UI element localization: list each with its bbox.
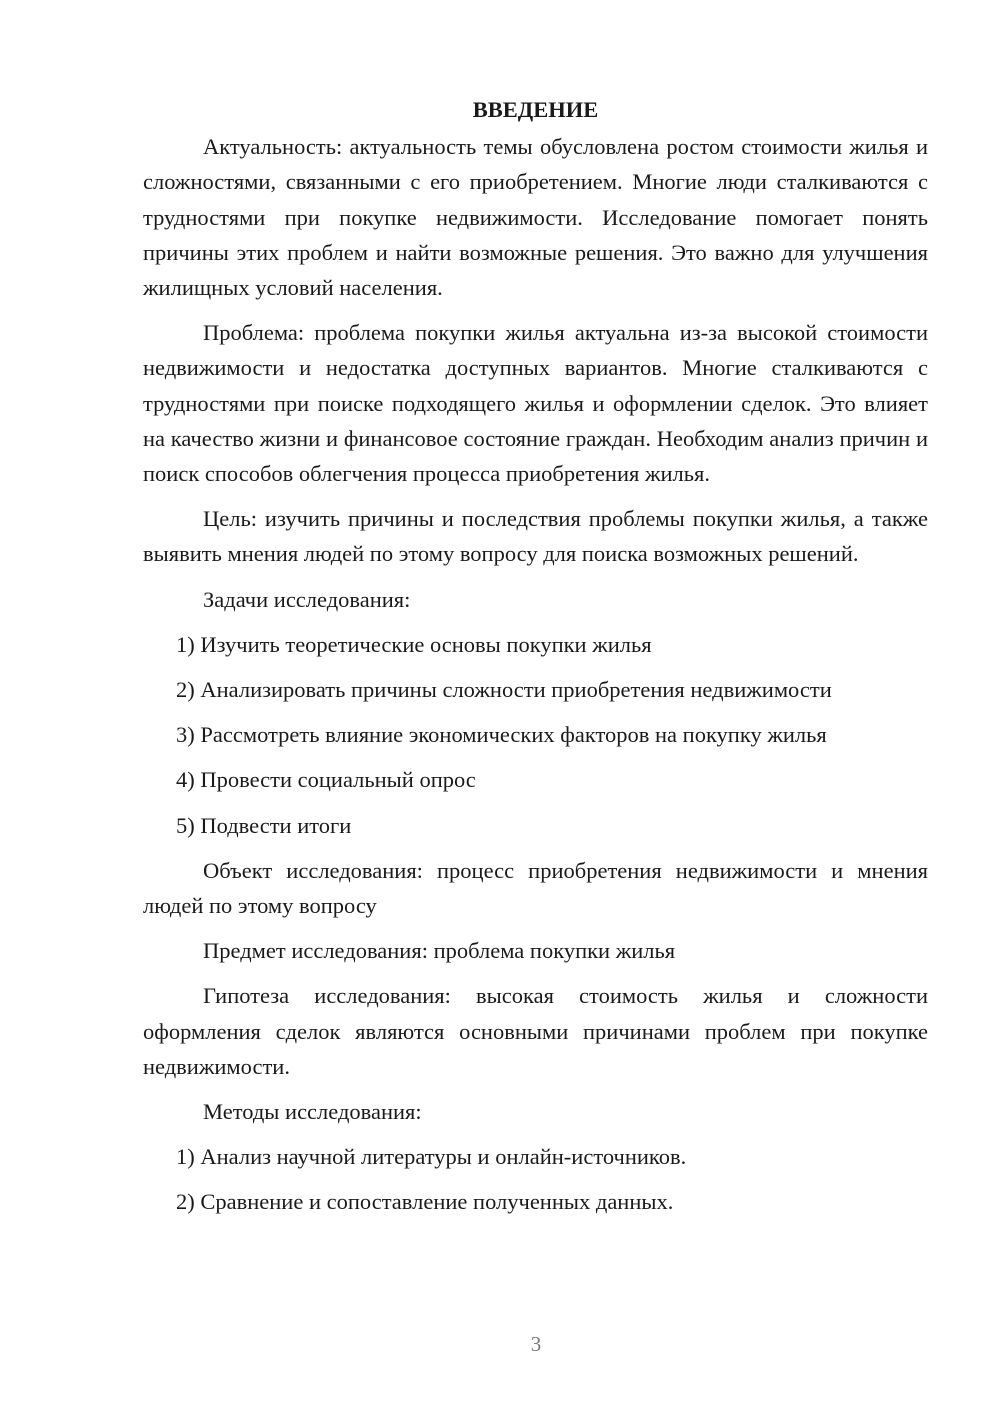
- page-number: 3: [530, 1332, 542, 1356]
- paragraph-hypothesis: Гипотеза исследования: высокая стоимость жилья и сложности оформления сделок являются основными причинами проблем при покупке недвижимости.: [143, 983, 928, 1079]
- method-item-2: 2) Сравнение и сопоставление полученных данных.: [176, 1189, 674, 1215]
- section-title: ВВЕДЕНИЕ: [472, 97, 599, 122]
- task-item-3: 3) Рассмотреть влияние экономических факторов на покупку жилья: [176, 722, 827, 748]
- page-content: [143, 92, 928, 1230]
- tasks-heading: Задачи исследования:: [203, 586, 411, 612]
- methods-heading: Методы исследования:: [203, 1099, 422, 1125]
- paragraph-subject: Предмет исследования: проблема покупки жилья: [203, 938, 676, 964]
- method-item-1: 1) Анализ научной литературы и онлайн-источников.: [176, 1144, 687, 1170]
- task-item-2: 2) Анализировать причины сложности приобретения недвижимости: [176, 677, 832, 703]
- paragraph-relevance: Актуальность: актуальность темы обусловлена ростом стоимости жилья и сложностями, связанными с его приобретением. Многие люди сталкиваются с трудностями при покупке недвижимости. Исследование помогает понять причины этих проблем и найти возможные решения. Это важно для улучшения жилищных условий населения.: [143, 134, 928, 301]
- paragraph-goal: Цель: изучить причины и последствия проблемы покупки жилья, а также выявить мнения людей по этому вопросу для поиска возможных решений.: [143, 506, 928, 567]
- task-item-4: 4) Провести социальный опрос: [176, 767, 476, 793]
- task-item-5: 5) Подвести итоги: [176, 812, 352, 838]
- paragraph-problem: Проблема: проблема покупки жилья актуальна из-за высокой стоимости недвижимости и недостатка доступных вариантов. Многие сталкиваются с трудностями при поиске подходящего жилья и оформлении сделок. Это влияет на качество жизни и финансовое состояние граждан. Необходим анализ причин и поиск способов облегчения процесса приобретения жилья.: [143, 320, 928, 487]
- task-item-1: 1) Изучить теоретические основы покупки жилья: [176, 631, 652, 657]
- paragraph-object: Объект исследования: процесс приобретения недвижимости и мнения людей по этому вопросу: [143, 857, 928, 919]
